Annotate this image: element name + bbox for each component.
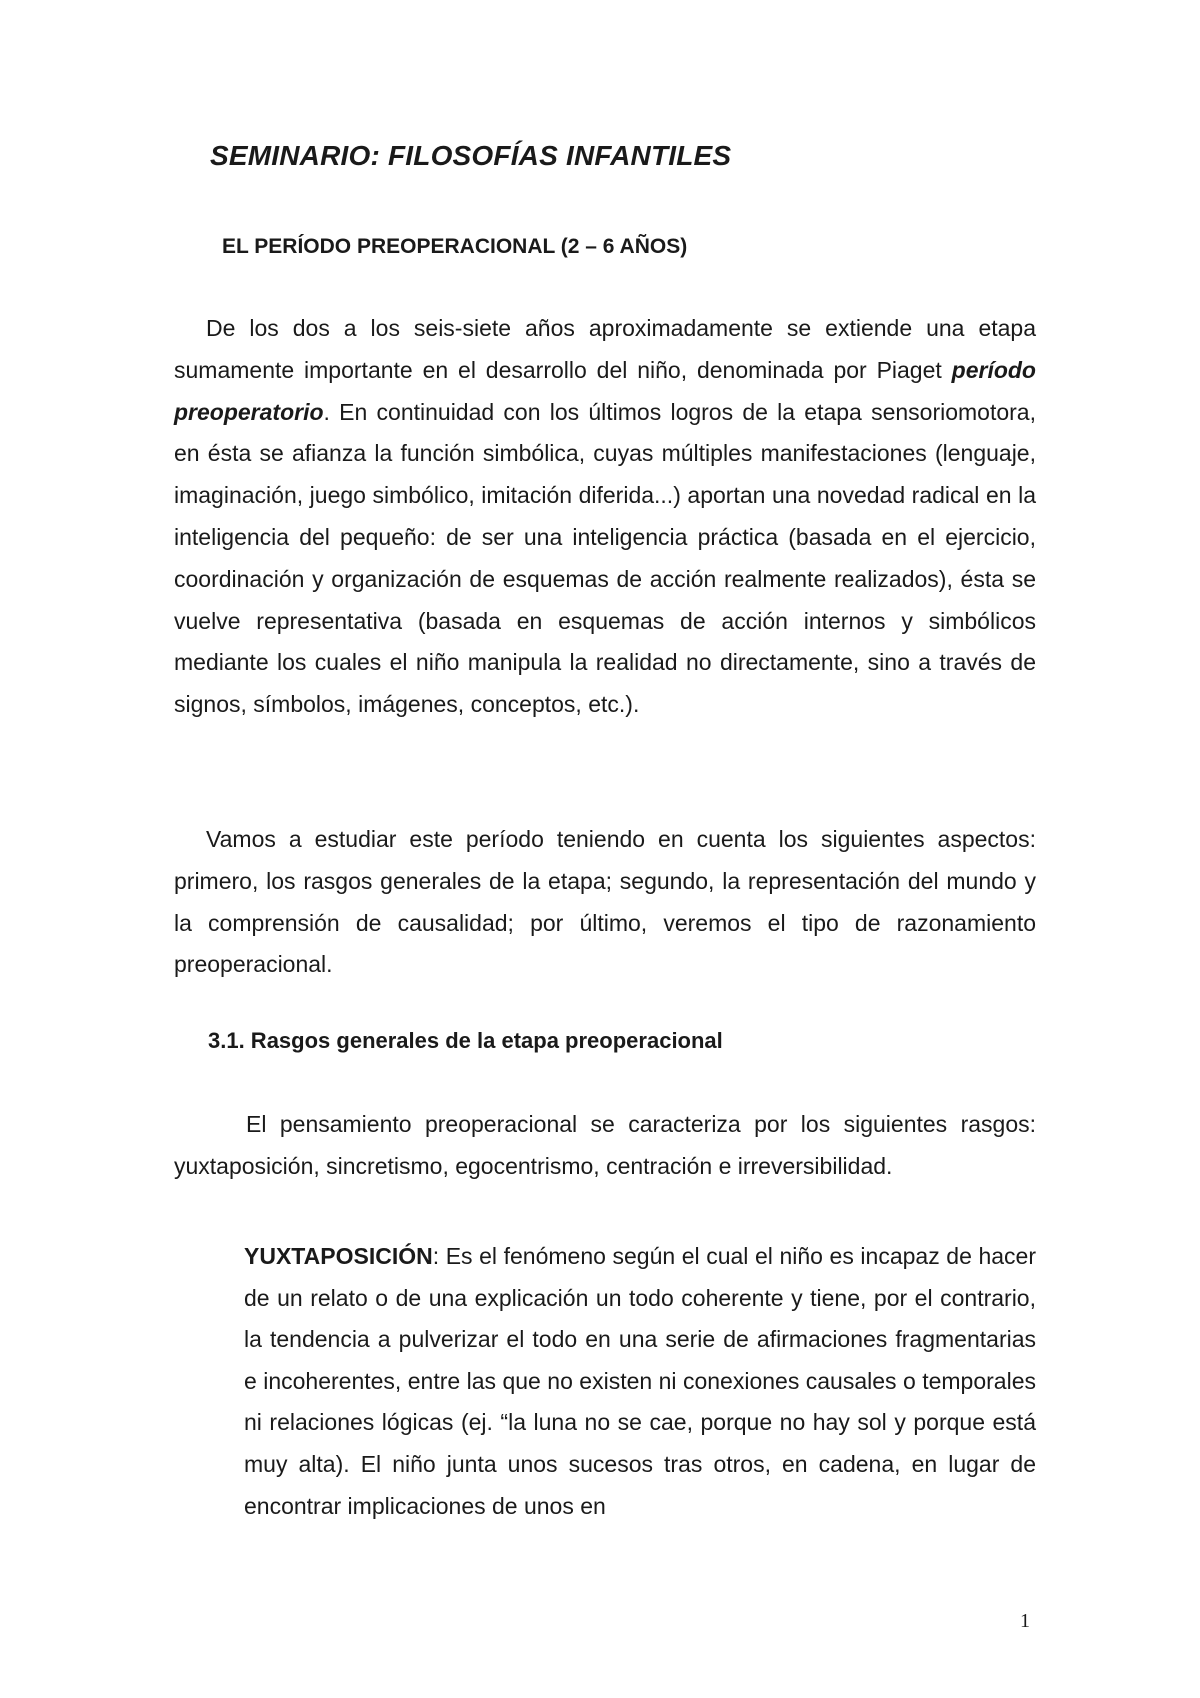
emphasis-term: período preoperatorio xyxy=(174,356,1036,425)
definition-text: : Es el fenómeno según el cual el niño es incapaz de hacer de un relato o de una explicación un todo coherente y tiene, por el contrario, la tendencia a pulverizar el todo en una serie de afirmaciones fragmentarias e incoherentes, entre las que no existen ni conexiones causales o temporales ni relaciones lógicas (ej. “la luna no se cae, porque no hay sol y porque está muy alta). El niño junta unos sucesos tras otros, en cadena, en lugar de encontrar implicaciones de unos en xyxy=(244,1243,1036,1519)
paragraph-yuxtaposicion xyxy=(244,1236,1036,1527)
paragraph-aspects: Vamos a estudiar este período teniendo en cuenta los siguientes aspectos: primero, los rasgos generales de la etapa; segundo, la representación del mundo y la comprensión de causalidad; por último, veremos el tipo de razonamiento preoperacional. xyxy=(174,826,1036,978)
section-heading: EL PERÍODO PREOPERACIONAL (2 – 6 AÑOS) xyxy=(222,235,688,258)
paragraph-traits: El pensamiento preoperacional se caracteriza por los siguientes rasgos: yuxtaposición, sincretismo, egocentrismo, centración e irreversibilidad. xyxy=(174,1111,1036,1179)
document-title: SEMINARIO: FILOSOFÍAS INFANTILES xyxy=(210,140,732,171)
page-number: 1 xyxy=(1020,1610,1030,1632)
paragraph-intro-text: De los dos a los seis-siete años aproximadamente se extiende una etapa sumamente importante en el desarrollo del niño, denominada por Piaget xyxy=(174,315,1036,383)
paragraph-intro-rest: . En continuidad con los últimos logros de la etapa sensoriomotora, en ésta se afianza la función simbólica, cuyas múltiples manifestaciones (lenguaje, imaginación, juego simbólico, imitación diferida...) aportan una novedad radical en la inteligencia del pequeño: de ser una inteligencia práctica (basada en el ejercicio, coordinación y organización de esquemas de acción realmente realizados), ésta se vuelve representativa (basada en esquemas de acción internos y simbólicos mediante los cuales el niño manipula la realidad no directamente, sino a través de signos, símbolos, imágenes, conceptos, etc.). xyxy=(174,398,1036,718)
subsection-heading: 3.1. Rasgos generales de la etapa preoperacional xyxy=(208,1028,723,1053)
definition-term: YUXTAPOSICIÓN xyxy=(244,1243,433,1269)
paragraph-intro xyxy=(174,308,1036,726)
